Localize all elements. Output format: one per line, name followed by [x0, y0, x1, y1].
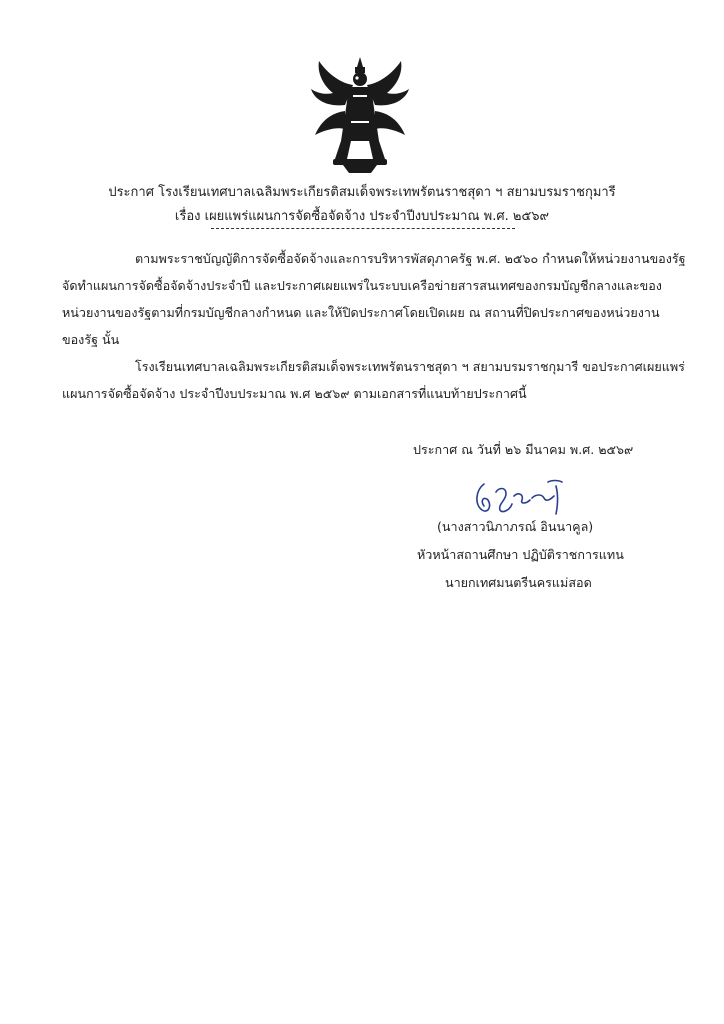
paragraph-2-line: โรงเรียนเทศบาลเฉลิมพระเกียรติสมเด็จพระเทพรัตนราชสุดา ฯ สยามบรมราชกุมารี ขอประกาศเผยแพร่ — [135, 359, 685, 374]
handwritten-signature-icon — [462, 470, 582, 520]
announcement-subject: เรื่อง เผยแพร่แผนการจัดซื้อจัดจ้าง ประจำปีงบประมาณ พ.ศ. ๒๕๖๙ — [174, 209, 550, 224]
announcement-title: ประกาศ โรงเรียนเทศบาลเฉลิมพระเกียรติสมเด็จพระเทพรัตนราชสุดา ฯ สยามบรมราชกุมารี — [108, 185, 616, 200]
signatory-authority: นายกเทศมนตรีนครแม่สอด — [445, 575, 592, 590]
paragraph-2-line: แผนการจัดซื้อจัดจ้าง ประจำปีงบประมาณ พ.ศ ๒๕๖๙ ตามเอกสารที่แนบท้ายประกาศนี้ — [62, 386, 527, 401]
signatory-position: หัวหน้าสถานศึกษา ปฏิบัติราชการแทน — [417, 547, 624, 562]
paragraph-1-line: ตามพระราชบัญญัติการจัดซื้อจัดจ้างและการบริหารพัสดุภาครัฐ พ.ศ. ๒๕๖๐ กำหนดให้หน่วยงานของรัฐ — [135, 251, 686, 266]
paragraph-1-line: หน่วยงานของรัฐตามที่กรมบัญชีกลางกำหนด และให้ปิดประกาศโดยเปิดเผย ณ สถานที่ปิดประกาศของหน่วยงาน — [62, 305, 660, 320]
paragraph-1-line: ของรัฐ นั้น — [62, 332, 120, 347]
paragraph-1-line: จัดทำแผนการจัดซื้อจัดจ้างประจำปี และประกาศเผยแพร่ในระบบเครือข่ายสารสนเทศของกรมบัญชีกลางและของ — [62, 278, 662, 293]
signatory-name: (นางสาวนิภาภรณ์ อินนาคูล) — [437, 519, 594, 534]
garuda-emblem-icon — [305, 55, 415, 175]
announcement-date: ประกาศ ณ วันที่ ๒๖ มีนาคม พ.ศ. ๒๕๖๙ — [413, 442, 634, 457]
dashed-divider — [211, 228, 515, 229]
